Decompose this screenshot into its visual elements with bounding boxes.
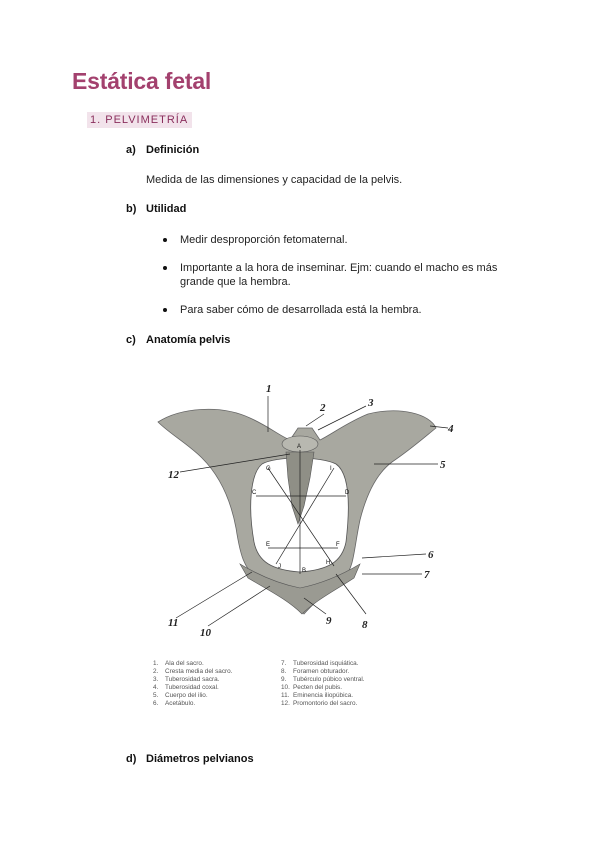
figure-number: 3 bbox=[368, 397, 374, 409]
list-item: Medir desproporción fetomaternal. bbox=[146, 233, 526, 247]
legend-item: 3. Tuberosidad sacra. bbox=[153, 676, 220, 683]
legend-item: 6. Acetábulo. bbox=[153, 700, 196, 707]
legend-item: 11. Eminencia iliopúbica. bbox=[281, 692, 354, 699]
subheading-label: Diámetros pelvianos bbox=[146, 753, 254, 765]
section-heading: 1. PELVIMETRÍA bbox=[87, 112, 192, 128]
legend-item: 10. Pecten del pubis. bbox=[281, 684, 343, 691]
subheading-letter: c) bbox=[126, 334, 136, 346]
legend-item: 9. Tubérculo púbico ventral. bbox=[281, 676, 365, 683]
figure-number: 11 bbox=[168, 617, 179, 629]
legend-item: 5. Cuerpo del ilio. bbox=[153, 692, 208, 699]
diameter-letter: F bbox=[336, 542, 340, 548]
subheading-letter: b) bbox=[126, 203, 137, 215]
subheading-anatomia bbox=[126, 334, 230, 346]
subheading-utilidad bbox=[126, 203, 186, 215]
figure-number: 9 bbox=[326, 615, 332, 627]
legend-item: 8. Foramen obturador. bbox=[281, 668, 350, 675]
diameter-letter: H bbox=[326, 560, 331, 566]
figure-legend-left bbox=[153, 660, 233, 708]
subheading-label: Anatomía pelvis bbox=[146, 334, 231, 346]
subheading-label: Definición bbox=[146, 144, 200, 156]
figure-legend-right bbox=[281, 660, 365, 708]
subheading-letter: d) bbox=[126, 753, 137, 765]
list-item: Importante a la hora de inseminar. Ejm: cuando el macho es más grande que la hembra. bbox=[146, 261, 510, 289]
subheading-letter: a) bbox=[126, 144, 136, 156]
figure-number: 6 bbox=[428, 549, 434, 561]
legend-item: 12. Promontorio del sacro. bbox=[281, 700, 358, 707]
diameter-letter: I bbox=[330, 466, 332, 472]
figure-number: 10 bbox=[200, 627, 211, 639]
subheading-diametros bbox=[126, 753, 254, 765]
figure-number: 7 bbox=[424, 569, 430, 581]
diameter-letter: E bbox=[266, 542, 271, 548]
legend-item: 1. Ala del sacro. bbox=[153, 660, 204, 667]
diameter-letter: C bbox=[252, 490, 257, 496]
diameter-letter: J bbox=[278, 564, 281, 570]
figure-number: 4 bbox=[448, 423, 454, 435]
page-title: Estática fetal bbox=[72, 68, 212, 94]
list-item: Para saber cómo de desarrollada está la hembra. bbox=[146, 303, 526, 317]
figure-number: 12 bbox=[168, 469, 179, 481]
diameter-letter: B bbox=[302, 568, 307, 574]
subheading-label: Utilidad bbox=[146, 203, 187, 215]
figure-number: 1 bbox=[266, 383, 272, 395]
legend-item: 2. Cresta media del sacro. bbox=[153, 668, 233, 675]
subheading-definicion bbox=[126, 144, 199, 156]
figure-number: 2 bbox=[320, 402, 326, 414]
definicion-text: Medida de las dimensiones y capacidad de la pelvis. bbox=[146, 174, 403, 186]
diameter-letter: G bbox=[266, 466, 271, 472]
diameter-letter: D bbox=[345, 490, 350, 496]
diameter-letter: A bbox=[297, 444, 302, 450]
figure-number: 5 bbox=[440, 459, 446, 471]
figure-number: 8 bbox=[362, 619, 368, 631]
pelvis-anatomy-figure bbox=[140, 378, 470, 640]
legend-item: 7. Tuberosidad isquiática. bbox=[281, 660, 359, 667]
legend-item: 4. Tuberosidad coxal. bbox=[153, 684, 219, 691]
utilidad-list bbox=[146, 233, 526, 331]
